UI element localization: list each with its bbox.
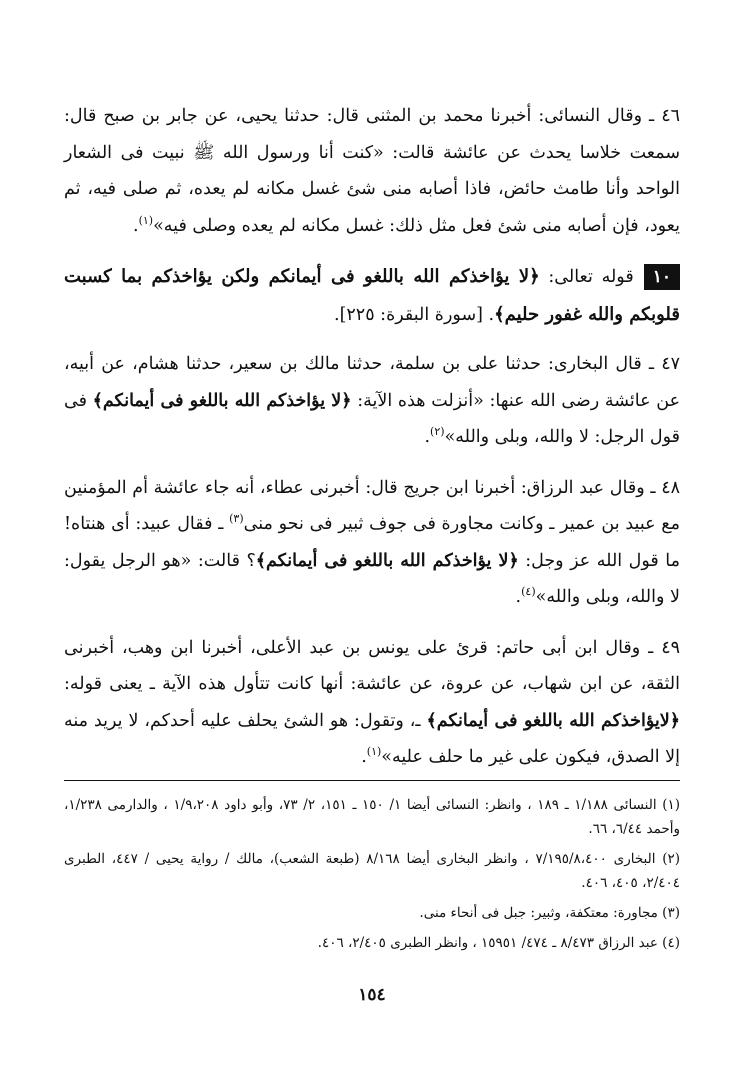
paragraph-tail: . bbox=[133, 215, 139, 236]
paragraph-49 bbox=[64, 630, 680, 776]
paragraph-text: ٤٧ ـ قال البخارى: حدثنا على بن سلمة، حدثنا مالك بن سعير، حدثنا هشام، عن أبيه، عن عائشة رضى الله عنها: «أنزلت هذه الآية: bbox=[64, 354, 681, 411]
main-text bbox=[64, 98, 680, 790]
footnote-3: (٣) مجاورة: معتكفة، وثبير: جبل فى أنحاء منى. bbox=[419, 905, 680, 921]
paragraph-text: ٤٦ ـ وقال النسائى: أخبرنا محمد بن المثنى قال: حدثنا يحيى، عن جابر بن صبح قال: سمعت خلاسا يحدث عن عائشة قالت: «كنت أنا ورسول الله ﷺ نبيت فى الشعار الواحد وأنا طامث حائض، فاذا أصابه منى شئ غسل مكانه لم يعده، ثم صلى فيه، ثم يعود، فإن أصابه منى شئ فعل مثل ذلك: غسل مكانه لم يعده وصلى فيه» bbox=[64, 106, 680, 236]
surah-reference: . [سورة البقرة: ٢٢٥]. bbox=[334, 305, 495, 325]
page-number: ١٥٤ bbox=[358, 985, 386, 1005]
section-number-badge: ١٠ bbox=[644, 264, 680, 290]
quran-quote: ﴿لا يؤاخذكم الله باللغو فى أيمانكم﴾ bbox=[255, 550, 519, 571]
paragraph-text: ـ فقال عبيد: أى هنتاه! ما قول الله عز وجل: bbox=[64, 514, 680, 571]
paragraph-text: ٤٩ ـ وقال ابن أبى حاتم: قرئ على يونس بن عبد الأعلى، أخبرنا ابن وهب، أخبرنى الثقة، عن ابن شهاب، عن عروة، عن عائشة: أنها كانت تتأول هذه الآية ـ يعنى قوله: bbox=[64, 637, 680, 694]
paragraph-48 bbox=[64, 470, 680, 616]
paragraph-text: ٤٨ ـ وقال عبد الرزاق: أخبرنا ابن جريج قال: أخبرنى عطاء، أنه جاء عائشة أم المؤمنين مع عبيد بن عمير ـ وكانت مجاورة فى جوف ثبير فى نحو منى bbox=[64, 477, 680, 534]
paragraph-47 bbox=[64, 346, 680, 456]
heading-intro: قوله تعالى: bbox=[539, 267, 634, 287]
paragraph-tail: . bbox=[361, 747, 367, 767]
footnote-ref: (٣) bbox=[229, 512, 244, 526]
footnote-ref: (١) bbox=[138, 213, 154, 227]
footnote-ref: (١) bbox=[366, 745, 382, 759]
paragraph-tail: . bbox=[515, 587, 522, 607]
footnote-2: (٢) البخارى ٧/١٩٥/٨،٤٠٠ ، وانظر البخارى أيضا ٨/١٦٨ (طبعة الشعب)، مالك / رواية يحيى / ٤٤٧، الطبرى ٢/٤٠٤، ٤٠٥، ٤٠٦. bbox=[64, 851, 681, 891]
footnote-ref: (٤) bbox=[521, 585, 536, 599]
quran-quote: ﴿لايؤاخذكم الله باللغو فى أيمانكم﴾ bbox=[426, 710, 680, 731]
paragraph-text: ؟ قالت: «هو الرجل يقول: لا والله، وبلى والله» bbox=[64, 550, 680, 607]
quran-verse: ﴿لا يؤاخذكم الله باللغو فى أيمانكم ولكن يؤاخذكم بما كسبت قلوبكم والله غفور حليم﴾ bbox=[64, 266, 680, 325]
paragraph-text: ـ، وتقول: هو الشئ يحلف عليه أحدكم، لا يريد منه إلا الصدق، فيكون على غير ما حلف عليه» bbox=[64, 710, 680, 767]
section-heading bbox=[64, 258, 680, 334]
footnote-ref: (٢) bbox=[430, 425, 445, 439]
footnote-1: (١) النسائى ١/١٨٨ ـ ١٨٩ ، وانظر: النسائى أيضا ١/ ١٥٠ ـ ١٥١، ٢/ ٧٣، وأبو داود ١/٩،٢٠٨ ، والدارمى ١/٢٣٨، وأحمد ٦/٤٤، ٦٦. bbox=[64, 797, 681, 837]
paragraph-text: فى قول الرجل: لا والله، وبلى والله» bbox=[64, 390, 680, 447]
paragraph-46 bbox=[64, 98, 680, 244]
paragraph-tail: . bbox=[424, 427, 431, 447]
footnote-4: (٤) عبد الرزاق ٨/٤٧٣ ـ ٤٧٤/ ١٥٩٥١ ، وانظر الطبرى ٢/٤٠٥، ٤٠٦. bbox=[317, 935, 680, 951]
footnotes-section bbox=[64, 780, 680, 961]
quran-quote: ﴿لا يؤاخذكم الله باللغو فى أيمانكم﴾ bbox=[92, 390, 352, 411]
